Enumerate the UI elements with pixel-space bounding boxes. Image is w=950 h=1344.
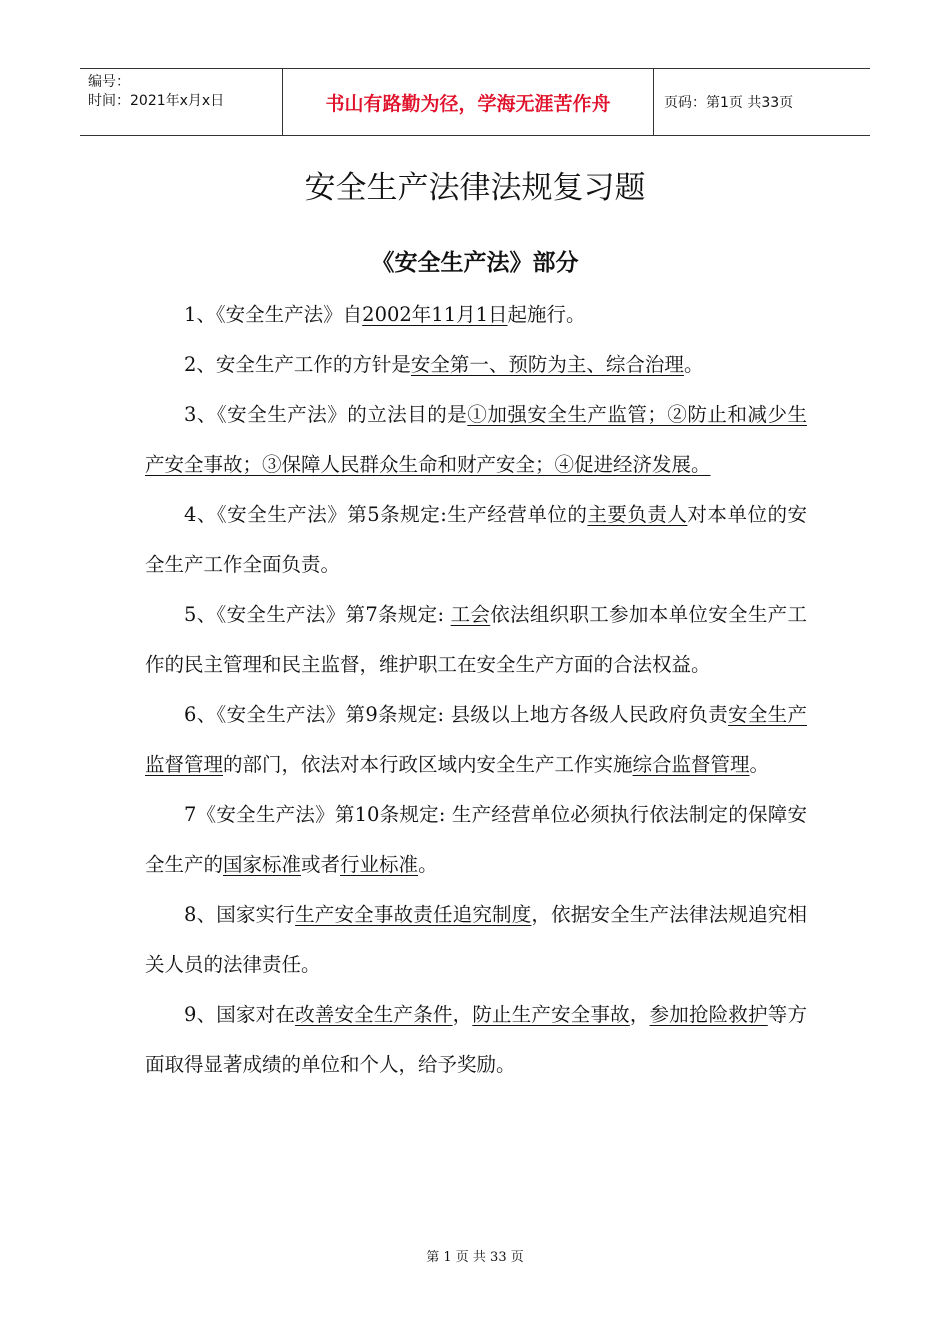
question-item: [145, 490, 807, 590]
question-text: 2、安全生产工作的方针是: [184, 353, 411, 376]
question-item: [145, 390, 807, 490]
question-text: ，: [452, 1003, 473, 1026]
header-meta: [80, 69, 282, 135]
header-motto: 书山有路勤为径，学海无涯苦作舟: [282, 69, 654, 135]
question-item: [145, 690, 807, 790]
header-page-info: 页码：第1页 共33页: [664, 95, 794, 111]
question-text: 对本单位的安全生产工作全面负责。: [145, 503, 807, 576]
time-label: 时间：2021年x月x日: [88, 93, 225, 109]
answer-underlined: 参加抢险救护: [649, 1003, 768, 1026]
question-text: 7《安全生产法》第10条规定: 生产经营单位必须执行依法制定的保障安全生产的: [145, 803, 807, 876]
question-item: [145, 990, 807, 1090]
question-text: 5、《安全生产法》第7条规定:: [184, 603, 451, 626]
answer-underlined: 行业标准: [340, 853, 419, 876]
question-text: 的部门，依法对本行政区域内安全生产工作实施: [223, 753, 633, 776]
question-text: 等方面取得显著成绩的单位和个人，给予奖励。: [145, 1003, 807, 1076]
question-text: 。: [418, 853, 438, 876]
answer-underlined: 主要负责人: [587, 503, 688, 526]
question-text: 3、《安全生产法》的立法目的是: [184, 403, 468, 426]
answer-underlined: 综合监督管理: [632, 753, 750, 776]
answer-underlined: 2002年11月1日: [362, 303, 508, 326]
question-text: ，: [629, 1003, 650, 1026]
question-item: [145, 590, 807, 690]
header-table: [80, 68, 870, 136]
question-item: [145, 790, 807, 890]
question-text: ，依据安全生产法律法规追究相关人员的法律责任。: [145, 903, 807, 976]
section-title: 《安全生产法》部分: [371, 250, 579, 276]
question-text: 6、《安全生产法》第9条规定: 县级以上地方各级人民政府负责: [184, 703, 729, 726]
question-text: 或者: [301, 853, 341, 876]
answer-underlined: 安全生产监督管理: [145, 703, 807, 776]
question-text: 起施行。: [507, 303, 586, 326]
question-text: 。: [683, 353, 704, 376]
question-text: 1、《安全生产法》自: [184, 303, 363, 326]
question-item: [145, 340, 807, 390]
answer-underlined: ①加强安全生产监管；②防止和减少生产安全事故；③保障人民群众生命和财产安全；④促进经济发展。: [145, 403, 807, 476]
answer-underlined: 改善安全生产条件: [295, 1003, 453, 1026]
answer-underlined: 安全第一、预防为主、综合治理: [410, 353, 684, 376]
question-text: 8、国家实行: [184, 903, 296, 926]
answer-underlined: 防止生产安全事故: [472, 1003, 630, 1026]
page-footer: 第 1 页 共 33 页: [426, 1250, 524, 1265]
document-title: 安全生产法律法规复习题: [304, 170, 646, 206]
question-item: [145, 290, 807, 340]
answer-underlined: 生产安全事故责任追究制度: [295, 903, 532, 926]
answer-underlined: 国家标准: [223, 853, 302, 876]
question-text: 。: [749, 753, 770, 776]
question-list: [145, 290, 807, 1090]
question-text: 4、《安全生产法》第5条规定:生产经营单位的: [184, 503, 588, 526]
question-text: 依法组织职工参加本单位安全生产工作的民主管理和民主监督，维护职工在安全生产方面的合法权益。: [145, 603, 807, 676]
answer-underlined: 工会: [450, 603, 491, 626]
serial-label: 编号：: [88, 74, 130, 90]
question-item: [145, 890, 807, 990]
question-text: 9、国家对在: [184, 1003, 296, 1026]
